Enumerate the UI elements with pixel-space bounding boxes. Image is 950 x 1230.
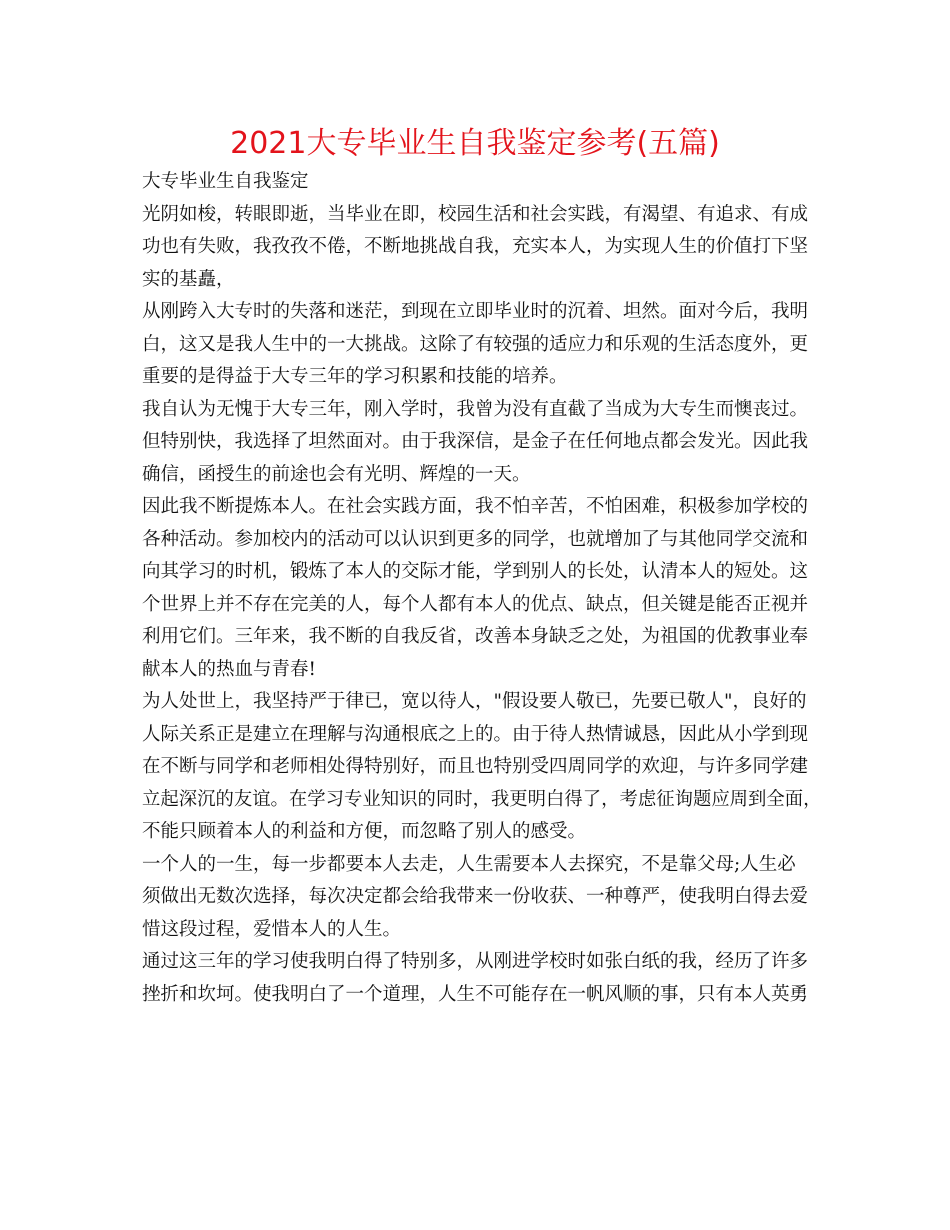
text-line: 为人处世上，我坚持严于律已，宽以待人，"假设要人敬已，先要已敬人"，良好的 — [142, 691, 807, 712]
text-line: 各种活动。参加校内的活动可以认识到更多的同学，也就增加了与其他同学交流和 — [142, 528, 809, 550]
text-line: 立起深沉的友谊。在学习专业知识的同时，我更明白得了，考虑征询题应周到全面， — [142, 788, 822, 810]
text-line: 光阴如梭，转眼即逝，当毕业在即，校园生活和社会实践，有渴望、有追求、有成 — [142, 203, 809, 225]
text-line: 向其学习的时机，锻炼了本人的交际才能，学到别人的长处，认清本人的短处。这 — [142, 561, 809, 582]
text-line: 功也有失败，我孜孜不倦，不断地挑战自我，充实本人，为实现人生的价值打下坚 — [142, 236, 809, 257]
text-line: 我自认为无愧于大专三年，刚入学时，我曾为没有直截了当成为大专生而懊丧过。 — [142, 398, 809, 420]
text-line: 一个人的一生，每一步都要本人去走，人生需要本人去探究，不是靠父母;人生必 — [142, 853, 796, 875]
text-line: 确信，函授生的前途也会有光明、辉煌的一天。 — [142, 463, 531, 485]
text-line: 但特别快，我选择了坦然面对。由于我深信，是金子在任何地点都会发光。因此我 — [142, 431, 809, 452]
text-line: 献本人的热血与青春! — [142, 658, 316, 680]
text-line: 通过这三年的学习使我明白得了特别多，从刚进学校时如张白纸的我，经历了许多 — [142, 951, 809, 972]
text-line: 惜这段过程，爱惜本人的人生。 — [142, 918, 402, 940]
text-line: 利用它们。三年来，我不断的自我反省，改善本身缺乏之处，为祖国的优教事业奉 — [142, 626, 809, 647]
text-line: 个世界上并不存在完美的人，每个人都有本人的优点、缺点，但关键是能否正视并 — [142, 593, 809, 615]
text-line: 重要的是得益于大专三年的学习积累和技能的培养。 — [142, 366, 568, 387]
text-line: 实的基矗， — [142, 268, 235, 290]
text-line: 人际关系正是建立在理解与沟通根底之上的。由于待人热情诚恳，因此从小学到现 — [142, 723, 809, 745]
text-line: 须做出无数次选择，每次决定都会给我带来一份收获、一种尊严，使我明白得去爱 — [142, 886, 809, 907]
text-line: 大专毕业生自我鉴定 — [142, 171, 309, 192]
text-line: 挫折和坎坷。使我明白了一个道理，人生不可能存在一帆风顺的事，只有本人英勇 — [142, 983, 809, 1005]
document-title: 2021大专毕业生自我鉴定参考(五篇) — [230, 126, 720, 161]
text-line: 因此我不断提炼本人。在社会实践方面，我不怕辛苦，不怕困难，积极参加学校的 — [142, 496, 809, 517]
text-line: 从刚跨入大专时的失落和迷茫，到现在立即毕业时的沉着、坦然。面对今后，我明 — [142, 301, 809, 322]
document-body — [142, 166, 822, 1011]
text-line: 不能只顾着本人的利益和方便，而忽略了别人的感受。 — [142, 821, 587, 842]
text-line: 白，这又是我人生中的一大挑战。这除了有较强的适应力和乐观的生活态度外，更 — [142, 333, 809, 355]
text-line: 在不断与同学和老师相处得特别好，而且也特别受四周同学的欢迎，与许多同学建 — [142, 756, 809, 777]
